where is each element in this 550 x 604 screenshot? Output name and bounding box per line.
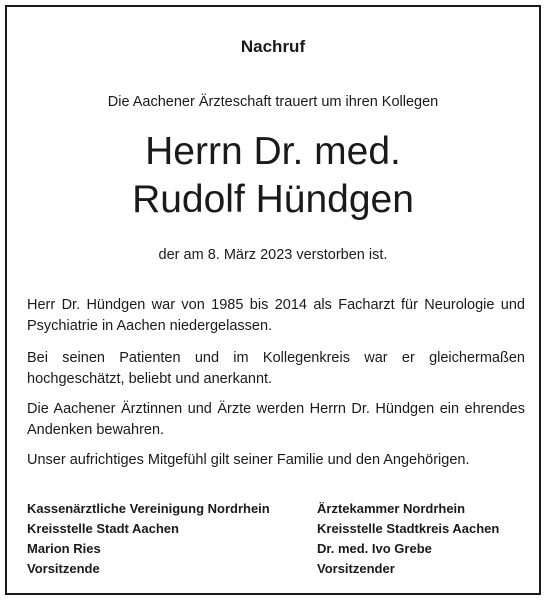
signature-person: Marion Ries [27,541,101,556]
paragraph-esteem: Bei seinen Patienten und im Kollegenkreis war er gleichermaßen hochgeschätzt, beliebt und anerkannt. [27,350,525,387]
deceased-name-line-1: Herrn Dr. med. [145,130,401,173]
signature-person: Dr. med. Ivo Grebe [317,541,432,556]
paragraph-career: Herr Dr. Hündgen war von 1985 bis 2014 als Facharzt für Neurologie und Psychiatrie in Aachen niedergelassen. [27,297,525,334]
signature-block-kvno [27,499,270,579]
signature-block-aekno [317,499,499,579]
signature-org: Kassenärztliche Vereinigung Nordrhein [27,501,270,516]
intro-line: Die Aachener Ärzteschaft trauert um ihren Kollegen [107,94,439,110]
date-of-death-line: der am 8. März 2023 verstorben ist. [158,247,388,263]
signature-role: Vorsitzende [27,561,100,576]
notice-heading: Nachruf [240,37,306,56]
signature-unit: Kreisstelle Stadtkreis Aachen [317,521,500,536]
signature-unit: Kreisstelle Stadt Aachen [27,521,179,536]
deceased-name-line-2: Rudolf Hündgen [132,178,414,221]
deceased-name [7,128,539,224]
signature-org: Ärztekammer Nordrhein [317,501,466,516]
signature-role: Vorsitzender [317,561,395,576]
paragraph-condolences: Unser aufrichtiges Mitgefühl gilt seiner Familie und den Angehörigen. [27,452,470,468]
obituary-notice [5,5,541,595]
paragraph-remembrance: Die Aachener Ärztinnen und Ärzte werden Herrn Dr. Hündgen ein ehrendes Andenken bewahren. [27,401,525,438]
